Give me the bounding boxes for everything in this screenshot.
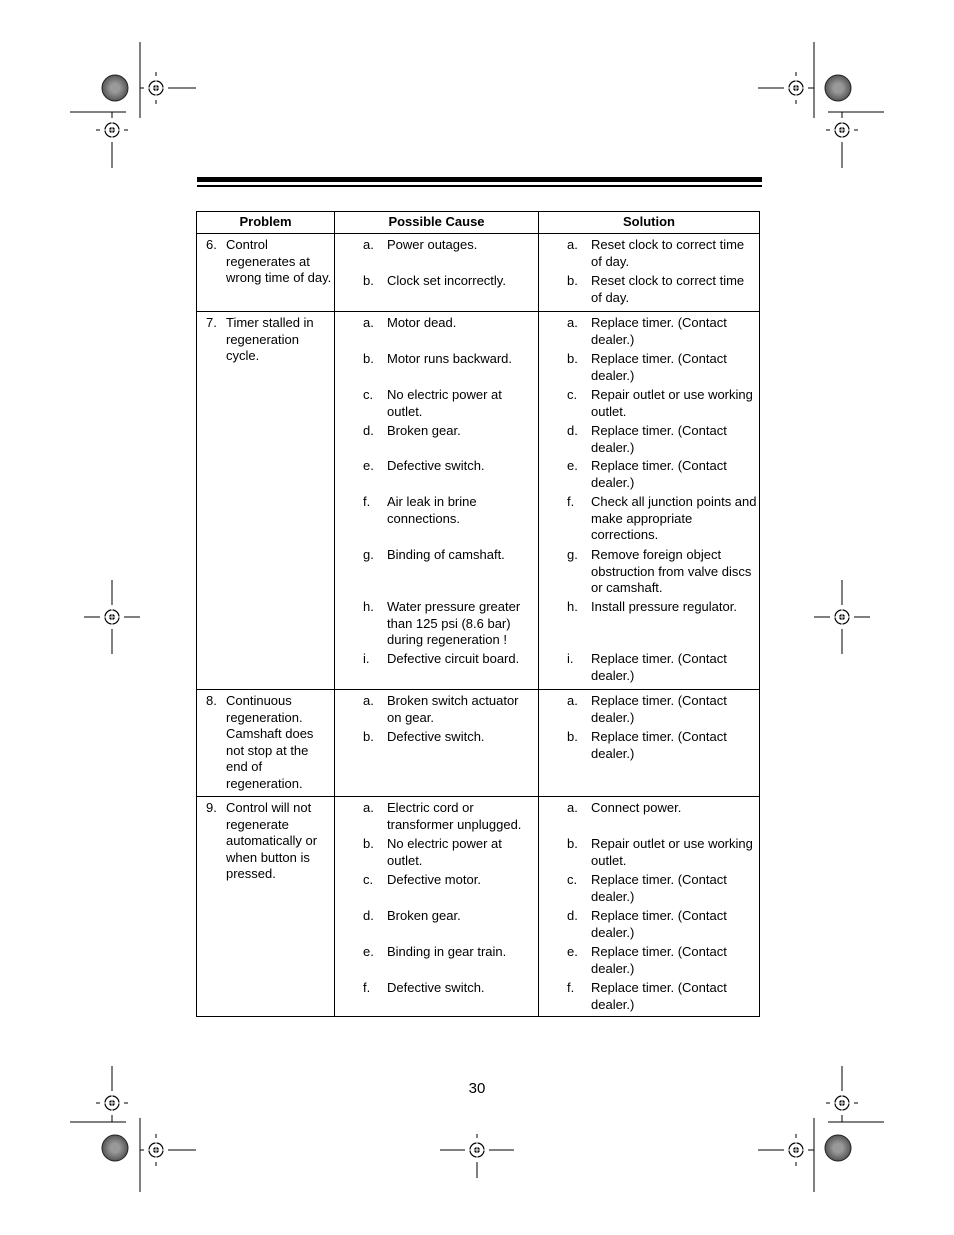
cause-text: Power outages.	[387, 237, 478, 252]
problem-text: Continuous regeneration. Camshaft does not stop at the end of regeneration.	[226, 693, 314, 791]
solution-text: Replace timer. (Contact dealer.)	[591, 693, 727, 725]
header-possible-cause: Possible Cause	[335, 212, 539, 234]
solution-item	[539, 547, 759, 599]
cause-text: No electric power at outlet.	[387, 836, 502, 868]
problem-number: 9.	[206, 800, 217, 815]
cause-item	[335, 651, 538, 685]
solution-text: Remove foreign object obstruction from valve discs or camshaft.	[591, 547, 752, 595]
cause-text: Defective switch.	[387, 729, 485, 744]
problem-cell	[197, 312, 335, 690]
cause-cell	[335, 234, 539, 312]
troubleshooting-table	[196, 211, 760, 1017]
solution-item	[539, 729, 759, 777]
cause-text: Air leak in brine connections.	[387, 494, 477, 526]
cause-item	[335, 273, 538, 307]
cause-text: Defective motor.	[387, 872, 481, 887]
problem-text: Timer stalled in regeneration cycle.	[226, 315, 314, 363]
solution-letter: a.	[567, 800, 578, 815]
cause-item	[335, 693, 538, 729]
solution-item	[539, 273, 759, 307]
table-row	[197, 312, 760, 690]
cause-item	[335, 351, 538, 387]
crosshair-icon	[100, 118, 124, 142]
crosshair-icon	[144, 1138, 168, 1162]
cause-text: Electric cord or transformer unplugged.	[387, 800, 522, 832]
cause-text: Broken gear.	[387, 423, 461, 438]
cause-item	[335, 980, 538, 1012]
cause-letter: a.	[363, 693, 374, 708]
cause-letter: e.	[363, 458, 374, 473]
cause-item	[335, 908, 538, 944]
solution-letter: c.	[567, 872, 578, 887]
cause-letter: a.	[363, 237, 374, 252]
solution-item	[539, 944, 759, 980]
cause-item	[335, 872, 538, 908]
solution-cell	[539, 312, 760, 690]
solution-letter: f.	[567, 494, 575, 509]
solution-text: Check all junction points and make appropriate corrections.	[591, 494, 757, 542]
solution-text: Replace timer. (Contact dealer.)	[591, 944, 727, 976]
solution-text: Install pressure regulator.	[591, 599, 737, 614]
cause-item	[335, 599, 538, 651]
solution-letter: a.	[567, 693, 578, 708]
solution-text: Replace timer. (Contact dealer.)	[591, 872, 727, 904]
cause-cell	[335, 690, 539, 797]
cause-item	[335, 836, 538, 872]
cause-letter: i.	[363, 651, 370, 666]
solution-item	[539, 836, 759, 872]
solution-letter: d.	[567, 423, 578, 438]
cause-cell	[335, 312, 539, 690]
solution-item	[539, 387, 759, 423]
header-rule-thin	[197, 185, 762, 187]
cause-letter: b.	[363, 729, 374, 744]
solution-item	[539, 315, 759, 351]
solution-letter: e.	[567, 458, 578, 473]
cause-letter: b.	[363, 351, 374, 366]
solution-text: Replace timer. (Contact dealer.)	[591, 351, 727, 383]
solution-item	[539, 872, 759, 908]
crosshair-icon	[784, 76, 808, 100]
crosshair-icon	[784, 1138, 808, 1162]
star-target-icon	[102, 1135, 128, 1161]
solution-cell	[539, 797, 760, 1017]
cause-letter: f.	[363, 980, 371, 995]
crosshair-icon	[830, 605, 854, 629]
problem-text: Control will not regenerate automatically or when button is pressed.	[226, 800, 318, 881]
cause-text: No electric power at outlet.	[387, 387, 502, 419]
problem-number: 8.	[206, 693, 217, 708]
header-solution: Solution	[539, 212, 760, 234]
cause-letter: c.	[363, 872, 374, 887]
star-target-icon	[102, 75, 128, 101]
problem-number: 7.	[206, 315, 217, 330]
cause-letter: f.	[363, 494, 371, 509]
cause-letter: c.	[363, 387, 374, 402]
cause-cell	[335, 797, 539, 1017]
solution-item	[539, 237, 759, 273]
problem-text: Control regenerates at wrong time of day.	[226, 237, 332, 285]
solution-item	[539, 800, 759, 836]
cause-item	[335, 387, 538, 423]
solution-letter: f.	[567, 980, 575, 995]
solution-letter: d.	[567, 908, 578, 923]
cause-text: Broken gear.	[387, 908, 461, 923]
cause-text: Motor dead.	[387, 315, 457, 330]
solution-text: Replace timer. (Contact dealer.)	[591, 980, 727, 1012]
solution-text: Reset clock to correct time of day.	[591, 237, 745, 269]
cause-text: Water pressure greater than 125 psi (8.6 bar) during regeneration !	[387, 599, 521, 647]
cause-text: Binding of camshaft.	[387, 547, 505, 562]
problem-cell	[197, 234, 335, 312]
solution-text: Replace timer. (Contact dealer.)	[591, 729, 727, 761]
solution-item	[539, 599, 759, 651]
cause-text: Binding in gear train.	[387, 944, 507, 959]
solution-item	[539, 494, 759, 547]
crosshair-icon	[465, 1138, 489, 1162]
solution-letter: e.	[567, 944, 578, 959]
cause-letter: h.	[363, 599, 374, 614]
solution-letter: b.	[567, 273, 578, 288]
solution-letter: b.	[567, 729, 578, 744]
cause-letter: e.	[363, 944, 374, 959]
cause-item	[335, 423, 538, 458]
cause-text: Defective switch.	[387, 458, 485, 473]
star-target-icon	[825, 75, 851, 101]
solution-text: Replace timer. (Contact dealer.)	[591, 651, 727, 683]
solution-item	[539, 693, 759, 729]
cause-item	[335, 237, 538, 273]
table-row	[197, 234, 760, 312]
solution-letter: a.	[567, 315, 578, 330]
problem-entry	[197, 237, 334, 287]
cause-text: Clock set incorrectly.	[387, 273, 506, 288]
solution-letter: b.	[567, 836, 578, 851]
solution-text: Repair outlet or use working outlet.	[591, 836, 753, 868]
cause-text: Motor runs backward.	[387, 351, 512, 366]
problem-cell	[197, 690, 335, 797]
cause-letter: d.	[363, 423, 374, 438]
solution-letter: g.	[567, 547, 578, 562]
problem-cell	[197, 797, 335, 1017]
cause-item	[335, 729, 538, 777]
page-number: 30	[468, 1080, 486, 1097]
solution-item	[539, 423, 759, 458]
star-target-icon	[825, 1135, 851, 1161]
problem-entry	[197, 800, 334, 883]
solution-letter: h.	[567, 599, 578, 614]
table-row	[197, 690, 760, 797]
cause-letter: d.	[363, 908, 374, 923]
solution-item	[539, 651, 759, 685]
cause-item	[335, 458, 538, 494]
solution-item	[539, 458, 759, 494]
solution-text: Reset clock to correct time of day.	[591, 273, 745, 305]
cause-text: Broken switch actuator on gear.	[387, 693, 519, 725]
solution-item	[539, 908, 759, 944]
cause-letter: b.	[363, 273, 374, 288]
problem-entry	[197, 693, 334, 792]
cause-letter: a.	[363, 315, 374, 330]
cause-item	[335, 800, 538, 836]
crosshair-icon	[144, 76, 168, 100]
cause-text: Defective circuit board.	[387, 651, 520, 666]
solution-text: Repair outlet or use working outlet.	[591, 387, 753, 419]
solution-text: Connect power.	[591, 800, 682, 815]
cause-letter: g.	[363, 547, 374, 562]
solution-item	[539, 980, 759, 1012]
solution-letter: b.	[567, 351, 578, 366]
solution-letter: a.	[567, 237, 578, 252]
solution-text: Replace timer. (Contact dealer.)	[591, 315, 727, 347]
table-row	[197, 797, 760, 1017]
solution-letter: c.	[567, 387, 578, 402]
solution-cell	[539, 690, 760, 797]
cause-item	[335, 494, 538, 547]
crosshair-icon	[830, 118, 854, 142]
solution-cell	[539, 234, 760, 312]
cause-item	[335, 547, 538, 599]
cause-item	[335, 315, 538, 351]
cause-letter: b.	[363, 836, 374, 851]
problem-entry	[197, 315, 334, 365]
solution-letter: i.	[567, 651, 574, 666]
problem-number: 6.	[206, 237, 217, 252]
solution-item	[539, 351, 759, 387]
table-header-row	[197, 212, 760, 234]
solution-text: Replace timer. (Contact dealer.)	[591, 458, 727, 490]
crosshair-icon	[100, 605, 124, 629]
header-rule-thick	[197, 177, 762, 182]
cause-item	[335, 944, 538, 980]
header-problem: Problem	[197, 212, 335, 234]
cause-text: Defective switch.	[387, 980, 485, 995]
cause-letter: a.	[363, 800, 374, 815]
solution-text: Replace timer. (Contact dealer.)	[591, 908, 727, 940]
solution-text: Replace timer. (Contact dealer.)	[591, 423, 727, 455]
